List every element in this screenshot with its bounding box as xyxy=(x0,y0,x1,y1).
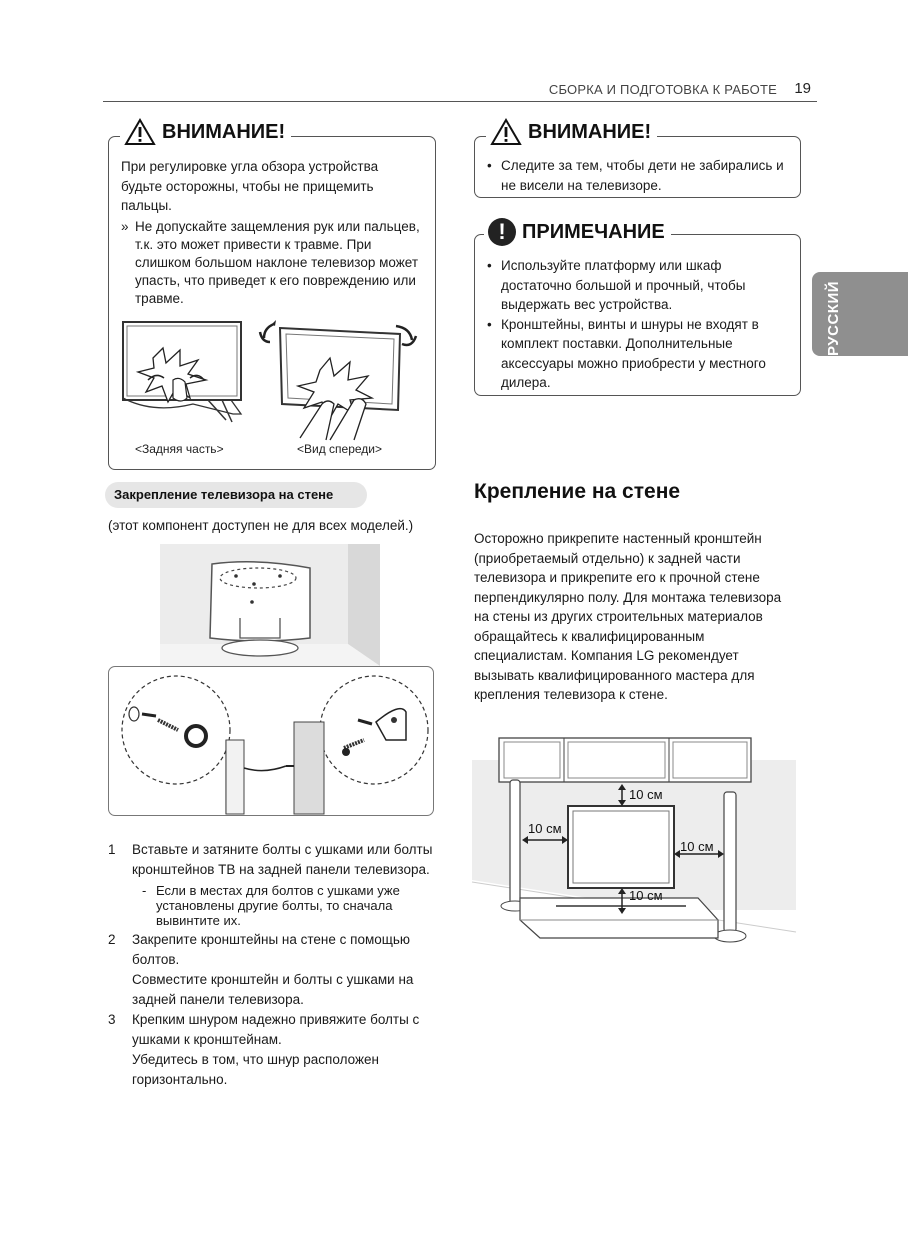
page-header xyxy=(103,80,817,102)
tv-front-pinch-illustration xyxy=(260,318,430,443)
tv-rear-wall-illustration xyxy=(160,544,380,666)
warning2-text xyxy=(487,156,787,195)
step-sub-note: - Если в местах для болтов с ушками уже установлены другие болты, то сначала вывинтите их. xyxy=(142,883,400,928)
step-item: 1 Вставьте и затяните болты с ушками или болты кронштейнов ТВ на задней панели телевизора. - Если в местах для болтов с ушками уже установлены другие болты, то сначала вывинтите их. xyxy=(108,840,453,928)
section-title: СБОРКА И ПОДГОТОВКА К РАБОТЕ xyxy=(548,82,777,97)
steps-list xyxy=(108,840,453,1090)
clearance-right-label: 10 см xyxy=(680,839,714,854)
clearance-bottom-label: 10 см xyxy=(629,888,663,903)
wall-clearance-diagram xyxy=(472,730,796,950)
warning2-bullet: • Следите за тем, чтобы дети не забирались и не висели на телевизоре. xyxy=(487,158,784,193)
note-title: ! ПРИМЕЧАНИЕ xyxy=(484,218,671,246)
warning-triangle-icon xyxy=(124,118,156,146)
clearance-left-label: 10 см xyxy=(528,821,562,836)
mounting-heading: Крепление на стене xyxy=(474,480,681,503)
tv-back-pinch-illustration xyxy=(118,318,248,428)
section-pill-label: Закрепление телевизора на стене xyxy=(114,487,334,502)
availability-note: (этот компонент доступен не для всех моделей.) xyxy=(108,518,414,533)
caption-front-view: <Вид спереди> xyxy=(297,442,383,456)
language-tab-label: РУССКИЙ xyxy=(825,280,842,356)
note-bullet: • Кронштейны, винты и шнуры не входят в комплект поставки. Дополнительные аксессуары можно приобрести у местного дилера. xyxy=(487,316,766,390)
clearance-top-label: 10 см xyxy=(629,787,663,802)
step-item: 2 Закрепите кронштейны на стене с помощью болтов. Совместите кронштейн и болты с ушками на задней панели телевизора. xyxy=(108,932,414,1007)
warning1-bullet: » Не допускайте защемления рук или пальцев, т.к. это может привести к травме. При слишком большом наклоне телевизор может упасть, что приведет к его повреждению или травме. xyxy=(121,218,420,306)
mounting-paragraph: Осторожно прикрепите настенный кронштейн (приобретаемый отдельно) к задней части телевизора и прикрепите его к прочной стене перпендикулярно полу. Для монтажа телевизора на стены из других строительных материалов обращайтесь к квалифицированным специалистам. Компания LG рекомендует вызывать квалифицированного мастера для крепления телевизора к стене. xyxy=(474,531,782,702)
exclamation-icon: ! xyxy=(488,218,516,246)
note-bullet: • Используйте платформу или шкаф достаточно большой и прочный, чтобы выдержать вес устройства. xyxy=(487,258,746,312)
warning-triangle-icon xyxy=(490,118,522,146)
warning-title: ВНИМАНИЕ! xyxy=(486,118,657,146)
eye-bolt-cord-illustration xyxy=(114,672,430,814)
page-number: 19 xyxy=(794,80,811,97)
step-item: 3 Крепким шнуром надежно привяжите болты с ушками к кронштейнам. Убедитесь в том, что шнур расположен горизонтально. xyxy=(108,1012,420,1087)
warning-title: ВНИМАНИЕ! xyxy=(120,118,291,146)
warning1-text: При регулировке угла обзора устройства будьте осторожны, чтобы не прищемить пальцы. » Не допускайте защемления рук или пальцев, т.к. это может привести к травме. При слишком большом наклоне телевизор может упасть, что приведет к его повреждению или травме. xyxy=(121,159,420,306)
caption-back-view: <Задняя часть> xyxy=(135,442,224,456)
note-text xyxy=(487,256,792,393)
